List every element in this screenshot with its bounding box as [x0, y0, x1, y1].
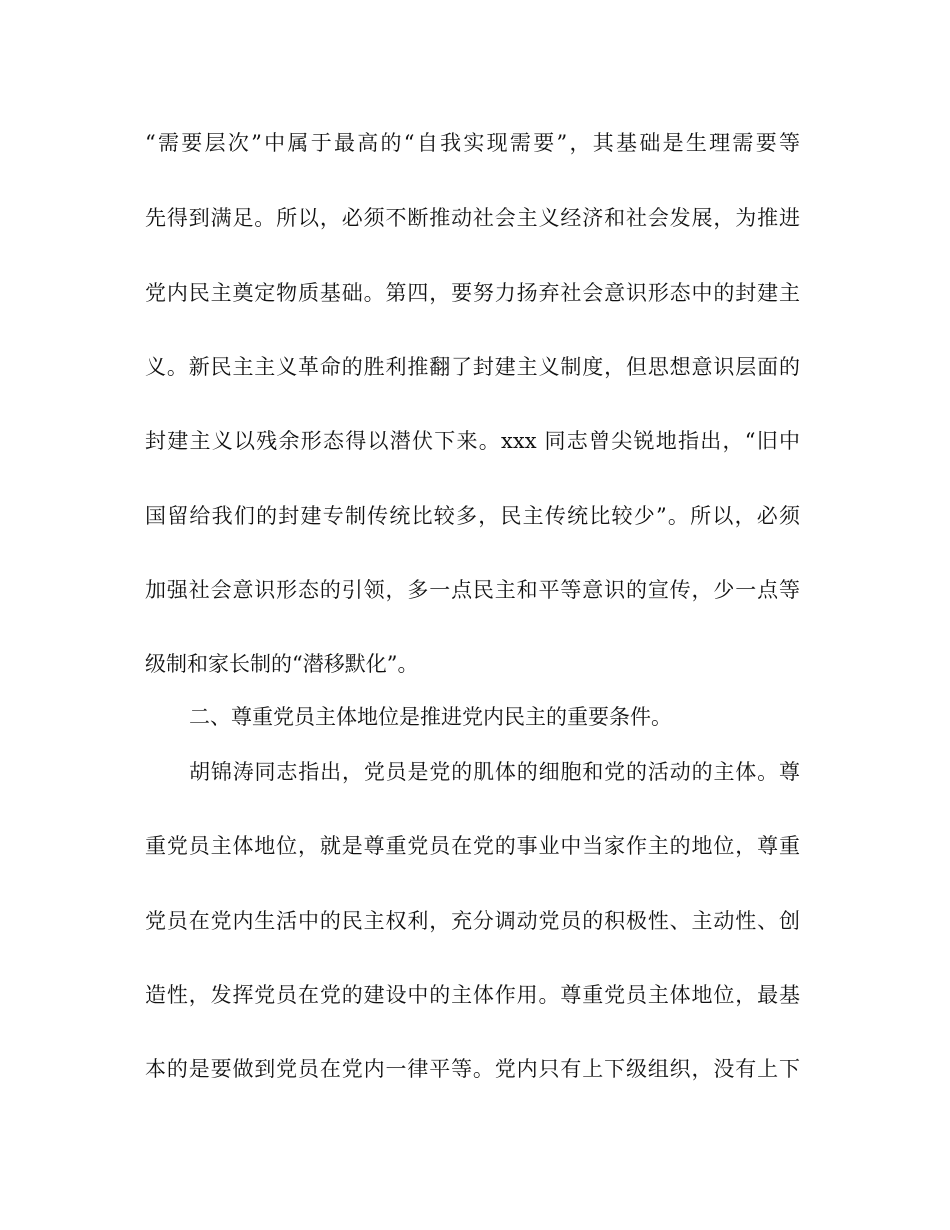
paragraph-line-8: 级制和家长制的“潜移默化”。 [145, 652, 419, 676]
paragraph-line-10: 胡锦涛同志指出，党员是党的肌体的细胞和党的活动的主体。尊 [189, 760, 800, 784]
paragraph-line-7: 加强社会意识形态的引领，多一点民主和平等意识的宣传，少一点等 [145, 578, 800, 602]
paragraph-line-4: 义。新民主主义革命的胜利推翻了封建主义制度，但思想意识层面的 [145, 355, 800, 379]
paragraph-line-11: 重党员主体地位，就是尊重党员在党的事业中当家作主的地位，尊重 [145, 834, 800, 858]
paragraph-line-2: 先得到满足。所以，必须不断推动社会主义经济和社会发展，为推进 [145, 206, 800, 230]
paragraph-line-14: 本的是要做到党员在党内一律平等。党内只有上下级组织，没有上下 [145, 1057, 800, 1081]
paragraph-line-5: 封建主义以残余形态得以潜伏下来。xxx 同志曾尖锐地指出，“旧中 [145, 429, 800, 453]
paragraph-line-12: 党员在党内生活中的民主权利，充分调动党员的积极性、主动性、创 [145, 909, 800, 933]
section-heading: 二、尊重党员主体地位是推进党内民主的重要条件。 [189, 705, 672, 729]
paragraph-line-6: 国留给我们的封建专制传统比较多，民主传统比较少”。所以，必须 [145, 504, 800, 528]
paragraph-line-3: 党内民主奠定物质基础。第四，要努力扬弃社会意识形态中的封建主 [145, 281, 800, 305]
paragraph-line-13: 造性，发挥党员在党的建设中的主体作用。尊重党员主体地位，最基 [145, 983, 800, 1007]
paragraph-line-1: “需要层次”中属于最高的“自我实现需要”，其基础是生理需要等 [145, 131, 800, 155]
